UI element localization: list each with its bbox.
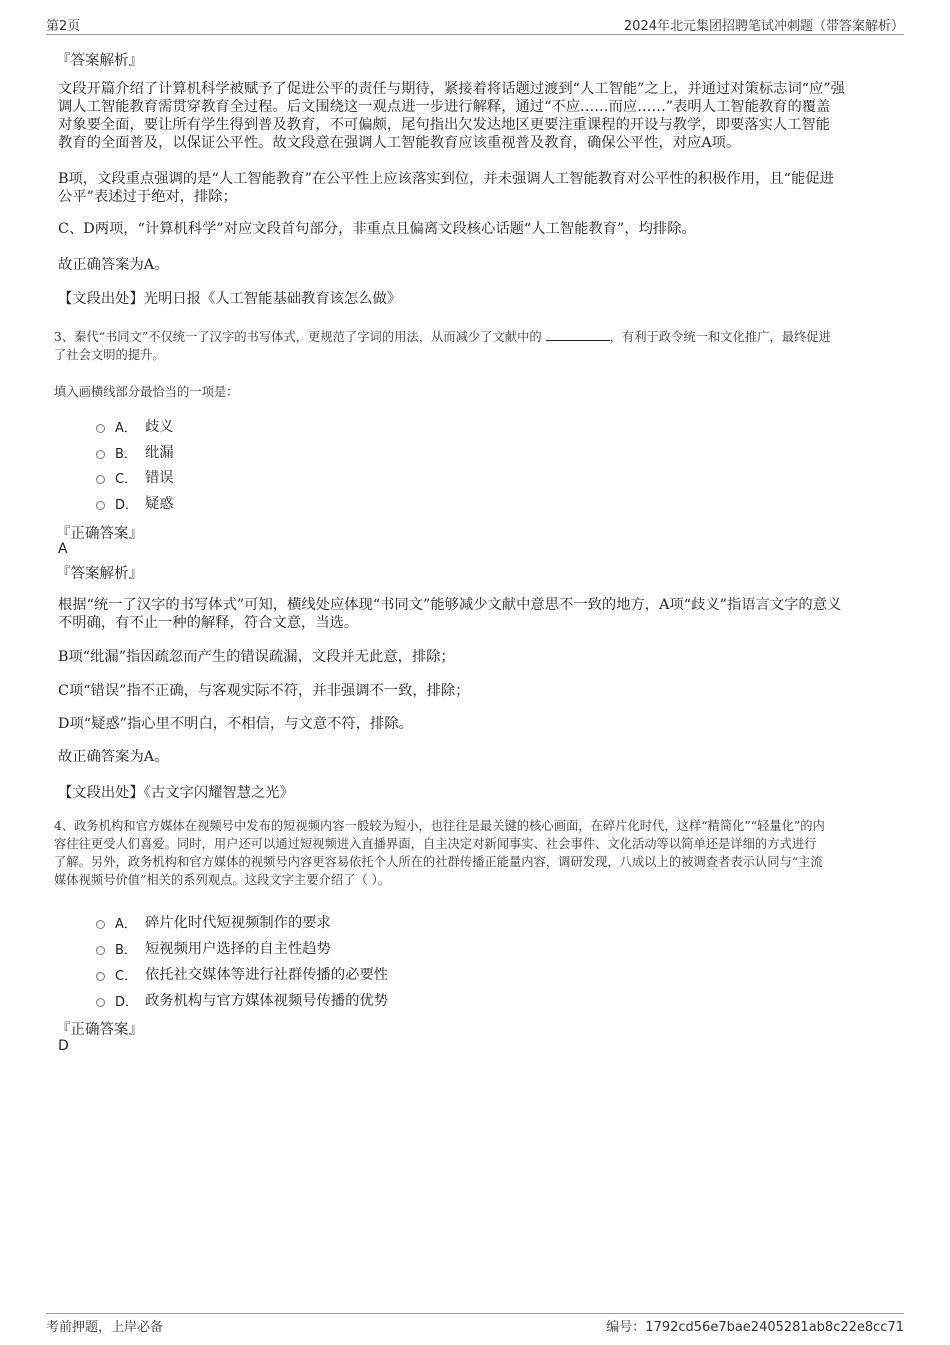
text-line: 文段开篇介绍了计算机科学被赋予了促进公平的责任与期待，紧接着将话题过渡到“人工智能”之上，并通过对策标志词“应”强 [58, 81, 845, 97]
q3-analysis-paragraph-2 [58, 648, 890, 666]
text-line: 对象要全面，要让所有学生得到普及教育，不可偏颇，尾句指出欠发达地区更要注重课程的开设与教学，即要落实人工智能 [58, 117, 831, 133]
q4-correct-header: 『正确答案』 [56, 1022, 143, 1038]
text-line: D项“疑惑”指心里不明白，不相信，与文意不符，排除。 [58, 716, 413, 732]
q4-option-a[interactable] [96, 912, 331, 932]
q3-correct-header: 『正确答案』 [56, 526, 143, 542]
text-line: 不明确，有不止一种的解释，符合文意，当选。 [58, 615, 359, 631]
radio-icon[interactable] [96, 475, 105, 484]
option-letter: C． [115, 471, 138, 487]
text-line: C、D两项，“计算机科学”对应文段首句部分，非重点且偏离文段核心话题“人工智能教育”，均排除。 [58, 221, 696, 237]
radio-icon[interactable] [96, 972, 105, 981]
text-line: 故正确答案为A。 [58, 749, 169, 765]
text-line: 媒体视频号价值”相关的系列观点。这段文字主要介绍了（ ）。 [54, 873, 391, 887]
q2-analysis-paragraph-1 [58, 80, 890, 152]
option-text: 歧义 [145, 419, 174, 435]
radio-icon[interactable] [96, 946, 105, 955]
text-line: 调人工智能教育需贯穿教育全过程。后文围绕这一观点进一步进行解释，通过“不应……而应……”表明人工智能教育的覆盖 [58, 99, 831, 115]
q3-correct-answer: A [58, 541, 68, 557]
q2-source: 【文段出处】光明日报《人工智能基础教育该怎么做》 [58, 291, 402, 307]
q3-analysis-paragraph-3 [58, 682, 890, 700]
text-line: C项“错误”指不正确，与客观实际不符，并非强调不一致，排除； [58, 683, 470, 699]
option-letter: B． [115, 446, 137, 462]
q4-option-b[interactable] [96, 938, 331, 958]
option-letter: A． [115, 420, 137, 436]
option-text: 碎片化时代短视频制作的要求 [145, 915, 331, 931]
option-text: 政务机构与官方媒体视频号传播的优势 [145, 993, 389, 1009]
option-letter: C． [115, 968, 138, 984]
option-text: 错误 [145, 470, 174, 486]
q3-analysis-header: 『答案解析』 [56, 566, 143, 582]
page-number: 第2页 [46, 19, 81, 34]
q3-question-text: 3、秦代“书同文”不仅统一了汉字的书写体式，更规范了字词的用法，从而减少了文献中的 [54, 330, 542, 344]
radio-icon[interactable] [96, 920, 105, 929]
text-line: 根据“统一了汉字的书写体式”可知，横线处应体现“书同文”能够减少文献中意思不一致的地方，A项“歧义”指语言文字的意义 [58, 597, 842, 613]
q3-conclusion [58, 748, 890, 766]
text-line: B项，文段重点强调的是“人工智能教育”在公平性上应该落实到位，并未强调人工智能教育对公平性的积极作用，且“能促进 [58, 171, 834, 187]
fill-blank [546, 329, 610, 341]
q3-source: 【文段出处】《古文字闪耀智慧之光》 [58, 785, 294, 801]
radio-icon[interactable] [96, 450, 105, 459]
q3-option-b[interactable] [96, 442, 174, 462]
q2-analysis-header: 『答案解析』 [56, 53, 143, 69]
document-id: 编号：1792cd56e7bae2405281ab8c22e8cc71 [606, 1320, 904, 1335]
radio-icon[interactable] [96, 998, 105, 1007]
q3-option-d[interactable] [96, 493, 174, 513]
document-title: 2024年北元集团招聘笔试冲刺题（带答案解析） [623, 19, 904, 34]
q4-option-d[interactable] [96, 990, 388, 1010]
q3-prompt: 填入画横线部分最恰当的一项是： [54, 385, 239, 399]
q2-conclusion [58, 256, 890, 274]
text-line: 了解。另外，政务机构和官方媒体的视频号内容更容易依托个人所在的社群传播正能量内容，调研发现，八成以上的被调查者表示认同与“主流 [54, 855, 823, 869]
q4-correct-answer: D [58, 1038, 69, 1054]
option-text: 依托社交媒体等进行社群传播的必要性 [145, 967, 389, 983]
q4-option-c[interactable] [96, 964, 388, 984]
option-letter: D． [115, 994, 139, 1010]
text-line: B项“纰漏”指因疏忽而产生的错误疏漏，文段并无此意，排除； [58, 649, 455, 665]
q2-analysis-paragraph-2 [58, 170, 890, 206]
option-letter: A． [115, 916, 137, 932]
page-footer [46, 1313, 904, 1338]
text-line: 4、政务机构和官方媒体在视频号中发布的短视频内容一般较为短小，也往往是最关键的核心画面，在碎片化时代，这样“精简化”“轻量化”的内 [54, 819, 825, 833]
q3-analysis-paragraph-4 [58, 715, 890, 733]
radio-icon[interactable] [96, 501, 105, 510]
q2-analysis-paragraph-3 [58, 220, 890, 238]
text-line: 教育的全面普及，以保证公平性。故文段意在强调人工智能教育应该重视普及教育，确保公平性，对应A项。 [58, 135, 741, 151]
q3-option-a[interactable] [96, 416, 174, 436]
text-line: 容往往更受人们喜爱。同时，用户还可以通过短视频进入直播界面，自主决定对新闻事实、社会事件、文化活动等以简单还是详细的方式进行 [54, 837, 817, 851]
q3-analysis-paragraph-1 [58, 596, 890, 632]
page-header [46, 14, 904, 35]
q4-question [54, 817, 896, 889]
q3-question [54, 328, 896, 364]
option-text: 短视频用户选择的自主性趋势 [145, 941, 331, 957]
q3-question-line2: 了社会文明的提升。 [54, 348, 165, 362]
option-letter: D． [115, 497, 139, 513]
q3-question-text-cont: ，有利于政令统一和文化推广，最终促进 [609, 330, 831, 344]
option-text: 疑惑 [145, 496, 174, 512]
option-text: 纰漏 [145, 445, 174, 461]
text-line: 故正确答案为A。 [58, 257, 169, 273]
text-line: 公平”表述过于绝对，排除； [58, 189, 237, 205]
option-letter: B． [115, 942, 137, 958]
q3-option-c[interactable] [96, 467, 174, 487]
radio-icon[interactable] [96, 424, 105, 433]
footer-slogan: 考前押题，上岸必备 [46, 1320, 164, 1335]
